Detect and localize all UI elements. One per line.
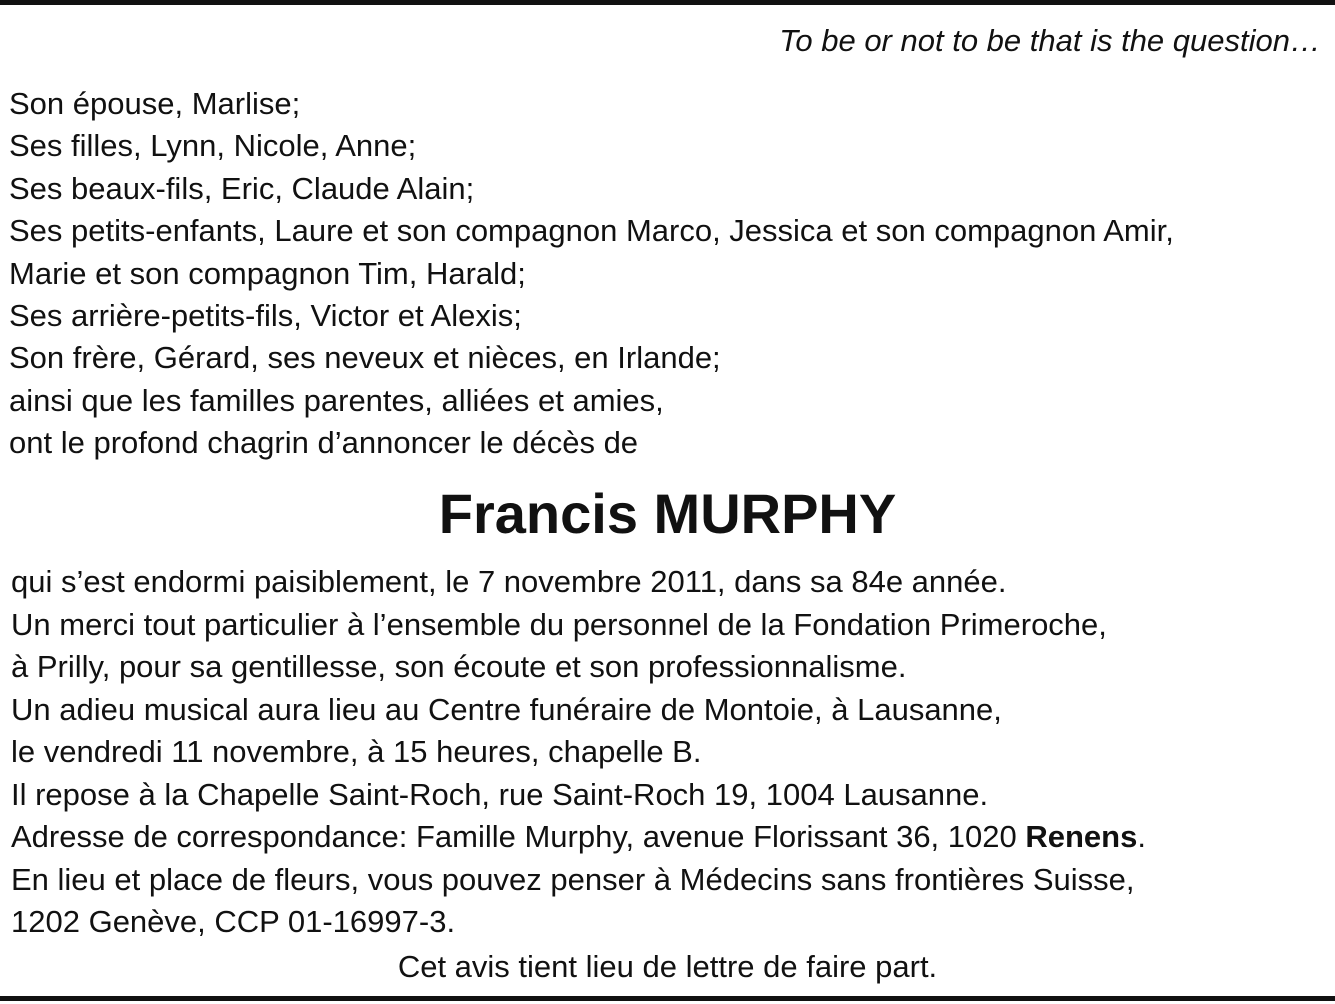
deceased-name: Francis MURPHY [438, 482, 897, 545]
family-line: ont le profond chagrin d’annoncer le décès de [9, 425, 639, 461]
bottom-border-rule [0, 996, 1335, 1001]
detail-line: Un adieu musical aura lieu au Centre funéraire de Montoie, à Lausanne, [11, 691, 1002, 727]
correspondence-town: Renens [1025, 819, 1138, 854]
donation-line: En lieu et place de fleurs, vous pouvez penser à Médecins sans frontières Suisse, [11, 861, 1135, 897]
family-list [9, 83, 1174, 465]
family-line: Ses filles, Lynn, Nicole, Anne; [9, 128, 417, 164]
family-line: Marie et son compagnon Tim, Harald; [9, 255, 526, 291]
correspondence-end: . [1137, 819, 1146, 854]
detail-line: Il repose à la Chapelle Saint-Roch, rue Saint-Roch 19, 1004 Lausanne. [11, 776, 989, 812]
family-line: Son frère, Gérard, ses neveux et nièces, en Irlande; [9, 340, 721, 376]
details-list [11, 561, 1146, 944]
detail-line: à Prilly, pour sa gentillesse, son écoute et son professionnalisme. [11, 649, 907, 684]
family-line: Son épouse, Marlise; [9, 86, 301, 121]
top-border-rule [0, 0, 1335, 5]
closing-note: Cet avis tient lieu de lettre de faire part. [397, 949, 938, 984]
correspondence-address: Adresse de correspondance: Famille Murphy, avenue Florissant 36, 1020 [11, 819, 1026, 854]
family-line: Ses arrière-petits-fils, Victor et Alexis; [9, 298, 522, 334]
epigraph-quote: To be or not to be that is the question… [779, 23, 1321, 58]
family-line: Ses beaux-fils, Eric, Claude Alain; [9, 170, 475, 206]
detail-line: Un merci tout particulier à l’ensemble du personnel de la Fondation Primeroche, [11, 606, 1107, 642]
family-line: Ses petits-enfants, Laure et son compagnon Marco, Jessica et son compagnon Amir, [9, 213, 1174, 249]
donation-line: 1202 Genève, CCP 01-16997-3. [11, 904, 456, 939]
detail-line: le vendredi 11 novembre, à 15 heures, chapelle B. [11, 734, 702, 769]
family-line: ainsi que les familles parentes, alliées et amies, [9, 382, 664, 418]
correspondence-line [11, 816, 1146, 859]
detail-line: qui s’est endormi paisiblement, le 7 novembre 2011, dans sa 84e année. [11, 564, 1007, 599]
